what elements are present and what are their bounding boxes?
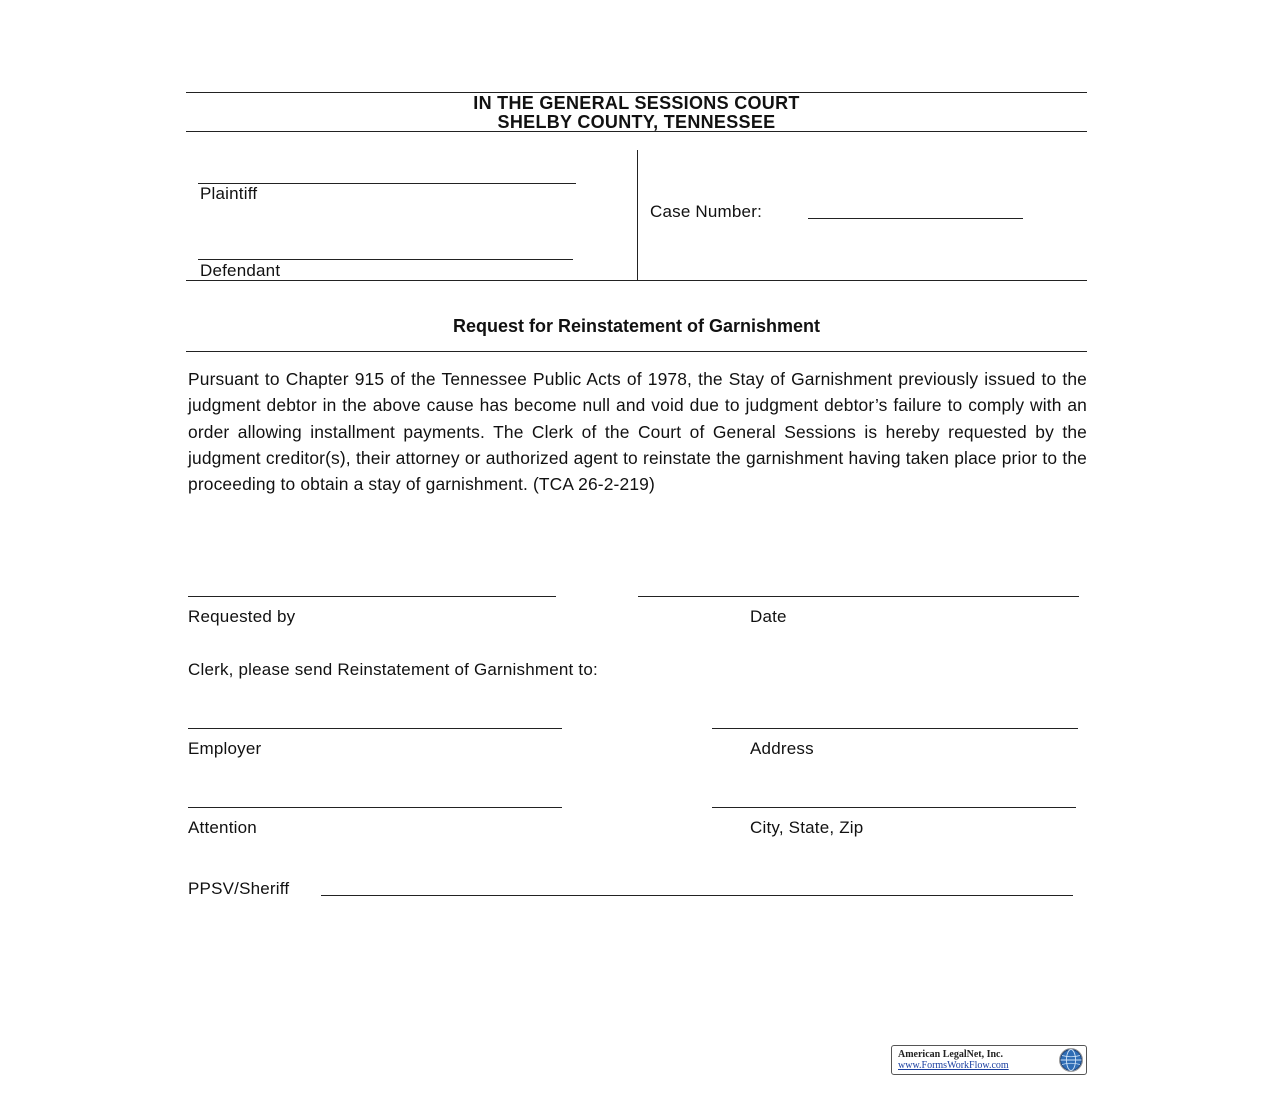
- american-legalnet-logo: [891, 1045, 1087, 1075]
- requested-by-line[interactable]: [188, 596, 556, 597]
- date-line[interactable]: [638, 596, 1079, 597]
- ppsv-sheriff-label: PPSV/Sheriff: [188, 879, 290, 898]
- header-bottom-rule: [186, 131, 1087, 132]
- requested-by-label: Requested by: [188, 607, 296, 626]
- date-label: Date: [750, 607, 787, 626]
- defendant-label: Defendant: [200, 261, 281, 280]
- court-county: SHELBY COUNTY, TENNESSEE: [497, 112, 776, 132]
- body-paragraph: Pursuant to Chapter 915 of the Tennessee Public Acts of 1978, the Stay of Garnishment previously issued to the judgment debtor in the above cause has become null and void due to judgment debtor’s failure to comply with an order allowing installment payments. The Clerk of the Court of General Sessions is hereby requested by the judgment creditor(s), their attorney or authorized agent to reinstate the garnishment having taken place prior to the proceeding to obtain a stay of garnishment. (TCA 26-2-219): [188, 369, 1087, 495]
- plaintiff-label: Plaintiff: [200, 184, 258, 203]
- ppsv-sheriff-line[interactable]: [321, 895, 1073, 896]
- employer-label: Employer: [188, 739, 262, 758]
- city-state-zip-line[interactable]: [712, 807, 1076, 808]
- form-title: Request for Reinstatement of Garnishment: [452, 316, 821, 336]
- attention-label: Attention: [188, 818, 257, 837]
- address-label: Address: [750, 739, 814, 758]
- send-instruction: Clerk, please send Reinstatement of Garnishment to:: [188, 660, 598, 679]
- case-number-line[interactable]: [808, 218, 1023, 219]
- employer-line[interactable]: [188, 728, 562, 729]
- globe-icon: [1059, 1048, 1083, 1072]
- case-number-label: Case Number:: [650, 202, 762, 221]
- parties-divider: [637, 150, 638, 280]
- title-rule: [186, 351, 1087, 352]
- defendant-line[interactable]: [198, 259, 573, 260]
- city-state-zip-label: City, State, Zip: [750, 818, 864, 837]
- logo-url-link[interactable]: www.FormsWorkFlow.com: [898, 1060, 1009, 1071]
- court-name: IN THE GENERAL SESSIONS COURT: [473, 93, 800, 113]
- address-line[interactable]: [712, 728, 1078, 729]
- logo-company-name: American LegalNet, Inc.: [898, 1049, 1003, 1060]
- parties-bottom-rule: [186, 280, 1087, 281]
- attention-line[interactable]: [188, 807, 562, 808]
